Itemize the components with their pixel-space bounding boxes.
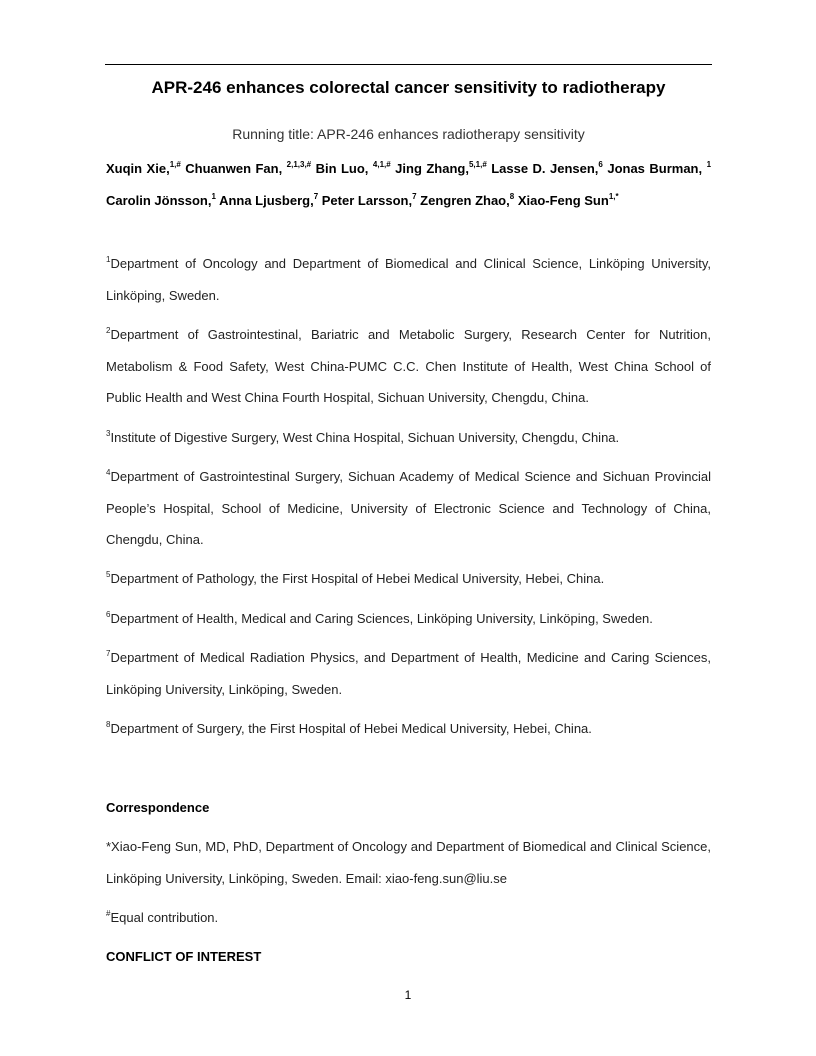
affiliation: $^6$Department of Health, Medical and Caring Sciences, Linköping University, Linköping, Sweden. [106, 610, 653, 626]
author: Jonas Burman, $^1$ [607, 160, 712, 176]
author: Chuanwen Fan, $^{2,1,3,\#}$ [185, 160, 312, 176]
page-number: 1 [404, 988, 412, 1002]
author: Jing Zhang,$^{5,1,\#}$ [395, 160, 487, 176]
affiliation: $^4$Department of Gastrointestinal Surgery, Sichuan Academy of Medical Science and Sichuan Provincial People’s Hospital, School of Medicine, University of Electronic Science and Technology of China, Chengdu, China. [106, 468, 711, 547]
equal-contribution-note: #Equal contribution. [106, 909, 219, 925]
author-list [106, 153, 711, 216]
affiliation: $^1$Department of Oncology and Department of Biomedical and Clinical Science, Linköping University, Linköping, Sweden. [106, 255, 711, 303]
correspondence-text: *Xiao-Feng Sun, MD, PhD, Department of Oncology and Department of Biomedical and Clinical Science, Linköping University, Linköping, Sweden. Email: xiao-feng.sun@liu.se [106, 839, 711, 886]
running-title: Running title: APR-246 enhances radiotherapy sensitivity [232, 126, 585, 142]
author: Peter Larsson,$^7$ [321, 191, 417, 208]
affiliation: $^7$Department of Medical Radiation Physics, and Department of Health, Medicine and Caring Sciences, Linköping University, Linköping, Sweden. [106, 649, 711, 697]
author: Carolin Jönsson,$^1$ [106, 191, 216, 208]
header-rule [105, 64, 712, 65]
affiliation: $^8$Department of Surgery, the First Hospital of Hebei Medical University, Hebei, China. [106, 720, 592, 736]
author: Bin Luo, $^{4,1,\#}$ [315, 160, 391, 176]
author: Anna Ljusberg,$^7$ [219, 191, 319, 208]
conflict-of-interest-heading: CONFLICT OF INTEREST [106, 949, 262, 964]
affiliation: $^5$Department of Pathology, the First Hospital of Hebei Medical University, Hebei, China. [106, 570, 605, 586]
affiliation: $^2$Department of Gastrointestinal, Bariatric and Metabolic Surgery, Research Center for Nutrition, Metabolism & Food Safety, West China-PUMC C.C. Chen Institute of Health, West China School of Public Health and West China Fourth Hospital, Sichuan University, Chengdu, China. [106, 326, 711, 405]
author: Xuqin Xie,$^{1,\#}$ [106, 160, 181, 176]
author: Lasse D. Jensen,$^6$ [491, 160, 603, 176]
paper-title: APR-246 enhances colorectal cancer sensitivity to radiotherapy [151, 78, 666, 97]
correspondence-heading: Correspondence [106, 800, 210, 815]
author: Xiao-Feng Sun$^{1,*}$ [517, 191, 619, 208]
affiliation: $^3$Institute of Digestive Surgery, West China Hospital, Sichuan University, Chengdu, China. [106, 429, 620, 445]
author: Zengren Zhao,$^8$ [420, 191, 515, 208]
